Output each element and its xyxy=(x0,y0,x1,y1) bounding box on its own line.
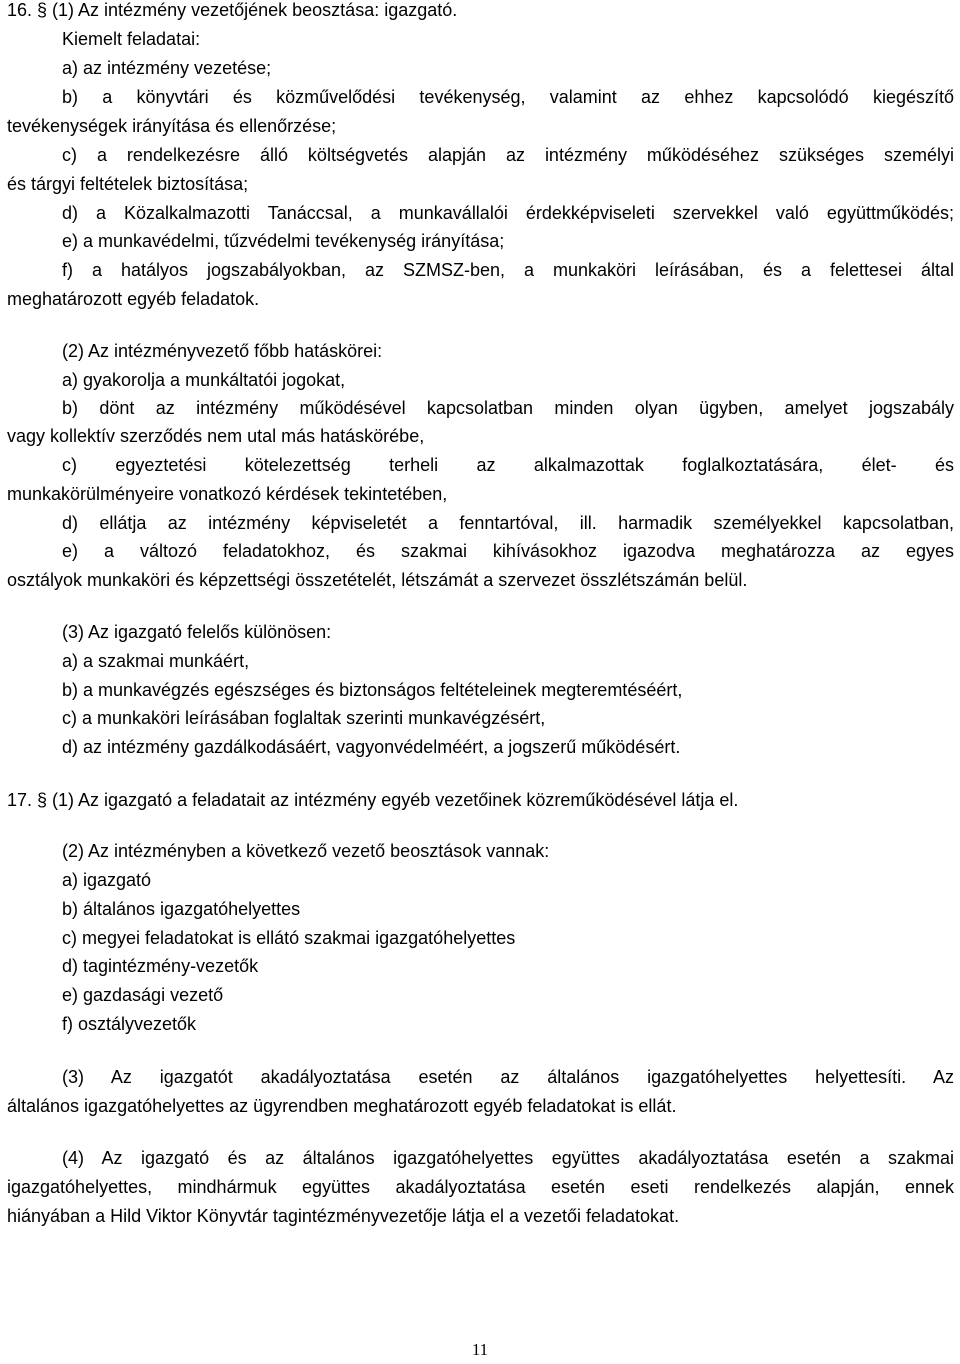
power-a: a) gyakorolja a munkáltatói jogokat, xyxy=(62,370,346,390)
power-c-line2: munkakörülményeire vonatkozó kérdések tekintetében, xyxy=(7,484,448,504)
task-e: e) a munkavédelmi, tűzvédelmi tevékenység irányítása; xyxy=(62,231,505,251)
task-c-line2: és tárgyi feltételek biztosítása; xyxy=(7,174,249,194)
responsibility-d: d) az intézmény gazdálkodásáért, vagyonvédelméért, a jogszerű működésért. xyxy=(62,737,681,757)
task-b-line2: tevékenységek irányítása és ellenőrzése; xyxy=(7,116,337,136)
substitution-line1: (3) Az igazgatót akadályoztatása esetén az általános igazgatóhelyettes helyettesíti. Az xyxy=(62,1067,954,1087)
power-c-line1: c) egyeztetési kötelezettség terheli az alkalmazottak foglalkoztatására, élet- és xyxy=(62,455,954,475)
task-d: d) a Közalkalmazotti Tanáccsal, a munkavállalói érdekképviseleti szervekkel való együttműködés; xyxy=(62,203,954,223)
power-e-line1: e) a változó feladatokhoz, és szakmai kihívásokhoz igazodva meghatározza az egyes xyxy=(62,541,954,561)
positions-heading: (2) Az intézményben a következő vezető beosztások vannak: xyxy=(62,841,550,861)
section-16-heading: 16. § (1) Az intézmény vezetőjének beosztása: igazgató. xyxy=(7,0,458,20)
joint-absence-line3: hiányában a Hild Viktor Könyvtár tagintézményvezetője látja el a vezetői feladatokat. xyxy=(7,1206,680,1226)
task-f-line1: f) a hatályos jogszabályokban, az SZMSZ-ben, a munkaköri leírásában, és a felettesei által xyxy=(62,260,954,280)
tasks-intro: Kiemelt feladatai: xyxy=(62,29,201,49)
position-d: d) tagintézmény-vezetők xyxy=(62,956,259,976)
responsibility-a: a) a szakmai munkáért, xyxy=(62,651,250,671)
page-number: 11 xyxy=(471,1340,489,1359)
position-f: f) osztályvezetők xyxy=(62,1014,197,1034)
responsibility-b: b) a munkavégzés egészséges és biztonságos feltételeinek megteremtéséért, xyxy=(62,680,683,700)
responsibility-c: c) a munkaköri leírásában foglaltak szerinti munkavégzésért, xyxy=(62,708,546,728)
position-a: a) igazgató xyxy=(62,870,152,890)
position-b: b) általános igazgatóhelyettes xyxy=(62,899,301,919)
power-e-line2: osztályok munkaköri és képzettségi összetételét, létszámát a szervezet összlétszámán belül. xyxy=(7,570,748,590)
joint-absence-line2: igazgatóhelyettes, mindhármuk együttes akadályoztatása esetén eseti rendelkezés alapján, ennek xyxy=(7,1177,954,1197)
joint-absence-line1: (4) Az igazgató és az általános igazgatóhelyettes együttes akadályoztatása esetén a szakmai xyxy=(62,1148,954,1168)
power-b-line2: vagy kollektív szerződés nem utal más hatáskörébe, xyxy=(7,426,425,446)
substitution-line2: általános igazgatóhelyettes az ügyrendben meghatározott egyéb feladatokat is ellát. xyxy=(7,1096,677,1116)
responsibility-heading: (3) Az igazgató felelős különösen: xyxy=(62,622,332,642)
task-c-line1: c) a rendelkezésre álló költségvetés alapján az intézmény működéséhez szükséges személyi xyxy=(62,145,954,165)
task-b-line1: b) a könyvtári és közművelődési tevékenység, valamint az ehhez kapcsolódó kiegészítő xyxy=(62,87,954,107)
power-d: d) ellátja az intézmény képviseletét a fenntartóval, ill. harmadik személyekkel kapcsolatban, xyxy=(62,513,954,533)
task-a: a) az intézmény vezetése; xyxy=(62,58,272,78)
section-17-heading: 17. § (1) Az igazgató a feladatait az intézmény egyéb vezetőinek közreműködésével látja el. xyxy=(7,790,739,810)
task-f-line2: meghatározott egyéb feladatok. xyxy=(7,289,260,309)
position-c: c) megyei feladatokat is ellátó szakmai igazgatóhelyettes xyxy=(62,928,516,948)
position-e: e) gazdasági vezető xyxy=(62,985,224,1005)
power-b-line1: b) dönt az intézmény működésével kapcsolatban minden olyan ügyben, amelyet jogszabály xyxy=(62,398,954,418)
powers-heading: (2) Az intézményvezető főbb hatáskörei: xyxy=(62,341,383,361)
